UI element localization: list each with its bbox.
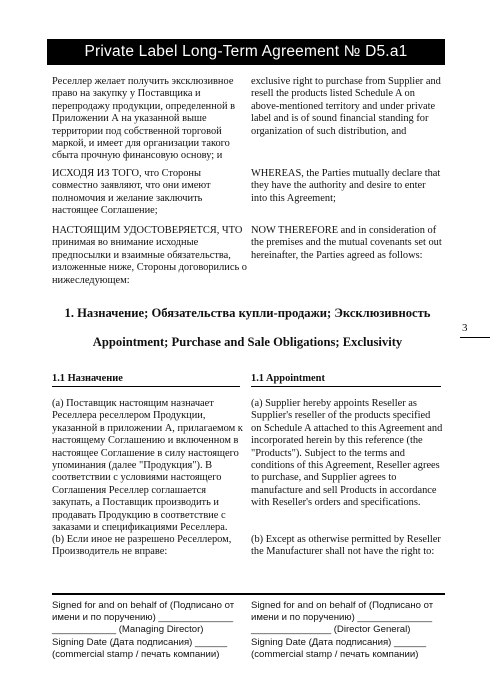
recital-ru-2: ИСХОДЯ ИЗ ТОГО, что Стороны совместно заявляют, что они имеют полномочия и желание заключить настоящее Соглашение; <box>52 168 211 217</box>
signature-line: Signed for and on behalf of (Подписано от <box>52 600 235 611</box>
subsection-title-ru: 1.1 Назначение <box>52 373 240 387</box>
signature-line: Signing Date (Дата подписания) ______ <box>52 636 228 648</box>
recital-ru-1: Реселлер желает получить эксклюзивное право на закупку у Поставщика и перепродажу продукции, определенной в Приложении А на указанной выше территории под собственной торговой маркой, и имеет для организации такого сбыта прочную финансовую основу; и <box>52 76 236 162</box>
signature-line: (commercial stamp / печать компании) <box>52 648 220 660</box>
document-title-banner <box>47 39 445 65</box>
signature-block-left <box>52 600 248 661</box>
signature-block-right <box>251 600 447 661</box>
clause-a-en: (a) Supplier hereby appoints Reseller as Supplier's reseller of the products specified on Schedule A attached to this Agreement and incorporated herein by this reference (the "Products"). Subject to the terms and conditions of this Agreement, Reseller agrees to purchase, and Supplier agrees to manufacture and sell Products in accordance with Reseller's orders and specifications. <box>251 398 443 509</box>
section-heading-en: Appointment; Purchase and Sale Obligations; Exclusivity <box>92 335 403 349</box>
signature-line: _______________ (Director General) <box>251 624 411 636</box>
subsection-title-en: 1.1 Appointment <box>251 373 441 387</box>
clause-b-en: (b) Except as otherwise permitted by Reseller the Manufacturer shall not have the right to: <box>251 534 441 558</box>
signature-line: Signed for and on behalf of (Подписано от <box>251 600 434 611</box>
clause-a-ru: (a) Поставщик настоящим назначает Реселлера реселлером Продукции, указанной в приложении А, прилагаемом к настоящему Соглашению и включенном в настоящее Соглашение в силу настоящего упоминания (далее "Продукция"). В соответствии с условиями настоящего Соглашения Реселлер соглашается закупать, а Поставщик производить и продавать Продукцию в соответствие с заказами и спецификациями Реселлера. <box>52 398 243 534</box>
clause-b-ru: (b) Если иное не разрешено Реселлером, Производитель не вправе: <box>52 534 232 558</box>
signature-line: имени и по поручению) ______________ <box>52 612 234 624</box>
recital-ru-3: НАСТОЯЩИМ УДОСТОВЕРЯЕТСЯ, ЧТО принимая во внимание исходные предпосылки и взаимные обязательства, изложенные ниже, Стороны договорились о нижеследующем: <box>52 225 248 286</box>
page-number: 3 <box>462 322 468 334</box>
signature-line: (commercial stamp / печать компании) <box>251 648 419 660</box>
recital-en-1: exclusive right to purchase from Supplier and resell the products listed Schedule A on above-mentioned territory and under private label and is of sound financial standing for organization of such distribution, and <box>251 76 441 137</box>
recital-en-2: WHEREAS, the Parties mutually declare that they have the authority and desire to enter into this Agreement; <box>251 168 441 204</box>
page-number-rule <box>460 337 490 338</box>
signature-line: ____________ (Managing Director) <box>52 624 204 636</box>
signature-divider <box>52 593 445 595</box>
section-heading-ru: 1. Назначение; Обязательства купли-продажи; Эксклюзивность <box>64 306 431 320</box>
signature-line: Signing Date (Дата подписания) ______ <box>251 636 427 648</box>
recital-en-3: NOW THEREFORE and in consideration of the premises and the mutual covenants set out hereinafter, the Parties agreed as follows: <box>251 225 442 261</box>
signature-line: имени и по поручению) ______________ <box>251 612 433 624</box>
document-title: Private Label Long-Term Agreement № D5.a1 <box>84 43 408 60</box>
